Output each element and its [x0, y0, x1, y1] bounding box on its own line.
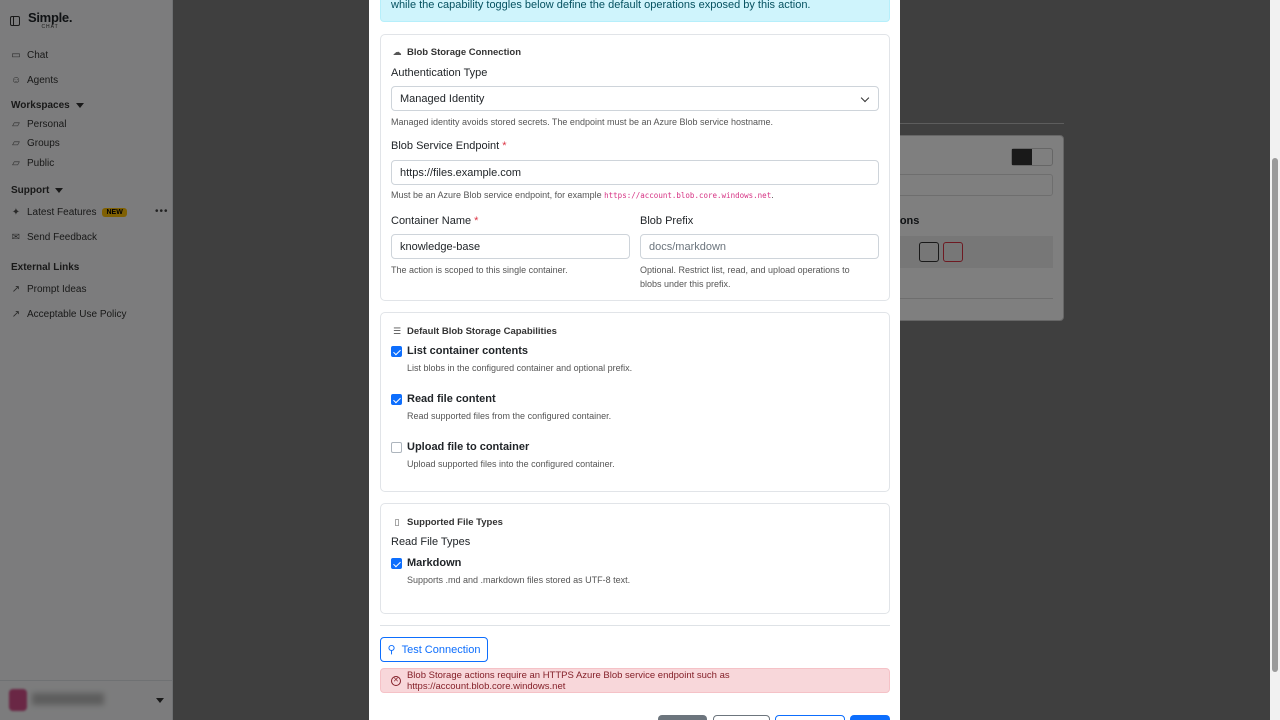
blob-prefix-label: Blob Prefix [640, 215, 694, 227]
endpoint-help: Must be an Azure Blob service endpoint, for example https://account.blob.core.windows.net. [391, 190, 774, 200]
chevron-down-icon [861, 94, 869, 102]
capabilities-card-title: ☰ Default Blob Storage Capabilities [392, 326, 557, 337]
error-alert: ✕ Blob Storage actions require an HTTPS Azure Blob service endpoint such as https://account.blob.core.windows.net [380, 668, 890, 693]
auth-type-select[interactable]: Managed Identity [391, 86, 879, 111]
scrollbar[interactable] [1270, 0, 1280, 720]
blob-storage-action-modal [369, 0, 900, 720]
capabilities-card [380, 312, 890, 492]
markdown-desc: Supports .md and .markdown files stored as UTF-8 text. [407, 575, 631, 585]
footer-button-1[interactable] [658, 715, 707, 720]
auth-type-help: Managed identity avoids stored secrets. The endpoint must be an Azure Blob service hostname. [391, 117, 774, 127]
endpoint-example: https://account.blob.core.windows.net [604, 191, 772, 200]
test-connection-button[interactable]: ⚲ Test Connection [380, 637, 488, 662]
container-name-input[interactable]: knowledge-base [391, 234, 630, 259]
endpoint-label: Blob Service Endpoint * [391, 140, 507, 152]
capability-desc: Upload supported files into the configured container. [407, 459, 615, 469]
sliders-icon: ☰ [392, 326, 402, 336]
capability-checkbox[interactable] [391, 346, 402, 357]
footer-button-2[interactable] [713, 715, 770, 720]
blob-prefix-input[interactable]: docs/markdown [640, 234, 879, 259]
footer-button-save[interactable] [850, 715, 890, 720]
divider [380, 625, 890, 626]
file-types-card-title: ▯ Supported File Types [392, 517, 503, 528]
capability-desc: List blobs in the configured container and optional prefix. [407, 363, 633, 373]
markdown-checkbox[interactable] [391, 558, 402, 569]
file-icon: ▯ [394, 517, 400, 527]
info-alert: while the capability toggles below define the default operations exposed by this action. [380, 0, 890, 22]
plug-icon: ⚲ [387, 644, 396, 656]
footer-button-3[interactable] [775, 715, 845, 720]
connection-card-title: ☁ Blob Storage Connection [392, 47, 521, 58]
capability-desc: Read supported files from the configured container. [407, 411, 612, 421]
container-name-help: The action is scoped to this single container. [391, 265, 568, 275]
endpoint-input[interactable]: https://files.example.com [391, 160, 879, 185]
blob-prefix-help: Optional. Restrict list, read, and upload operations to blobs under this prefix. [640, 265, 850, 289]
auth-type-label: Authentication Type [391, 67, 488, 79]
capability-label: List container contents [407, 345, 529, 357]
connection-card [380, 34, 890, 301]
capability-label: Upload file to container [407, 441, 530, 453]
x-circle-icon: ✕ [391, 676, 401, 686]
file-types-card [380, 503, 890, 614]
capability-checkbox[interactable] [391, 394, 402, 405]
scrollbar-thumb[interactable] [1272, 158, 1278, 672]
container-name-label: Container Name * [391, 215, 479, 227]
cloud-icon: ☁ [392, 47, 402, 57]
markdown-label: Markdown [407, 557, 462, 569]
capability-checkbox[interactable] [391, 442, 402, 453]
read-file-types-heading: Read File Types [391, 536, 471, 548]
capability-label: Read file content [407, 393, 496, 405]
